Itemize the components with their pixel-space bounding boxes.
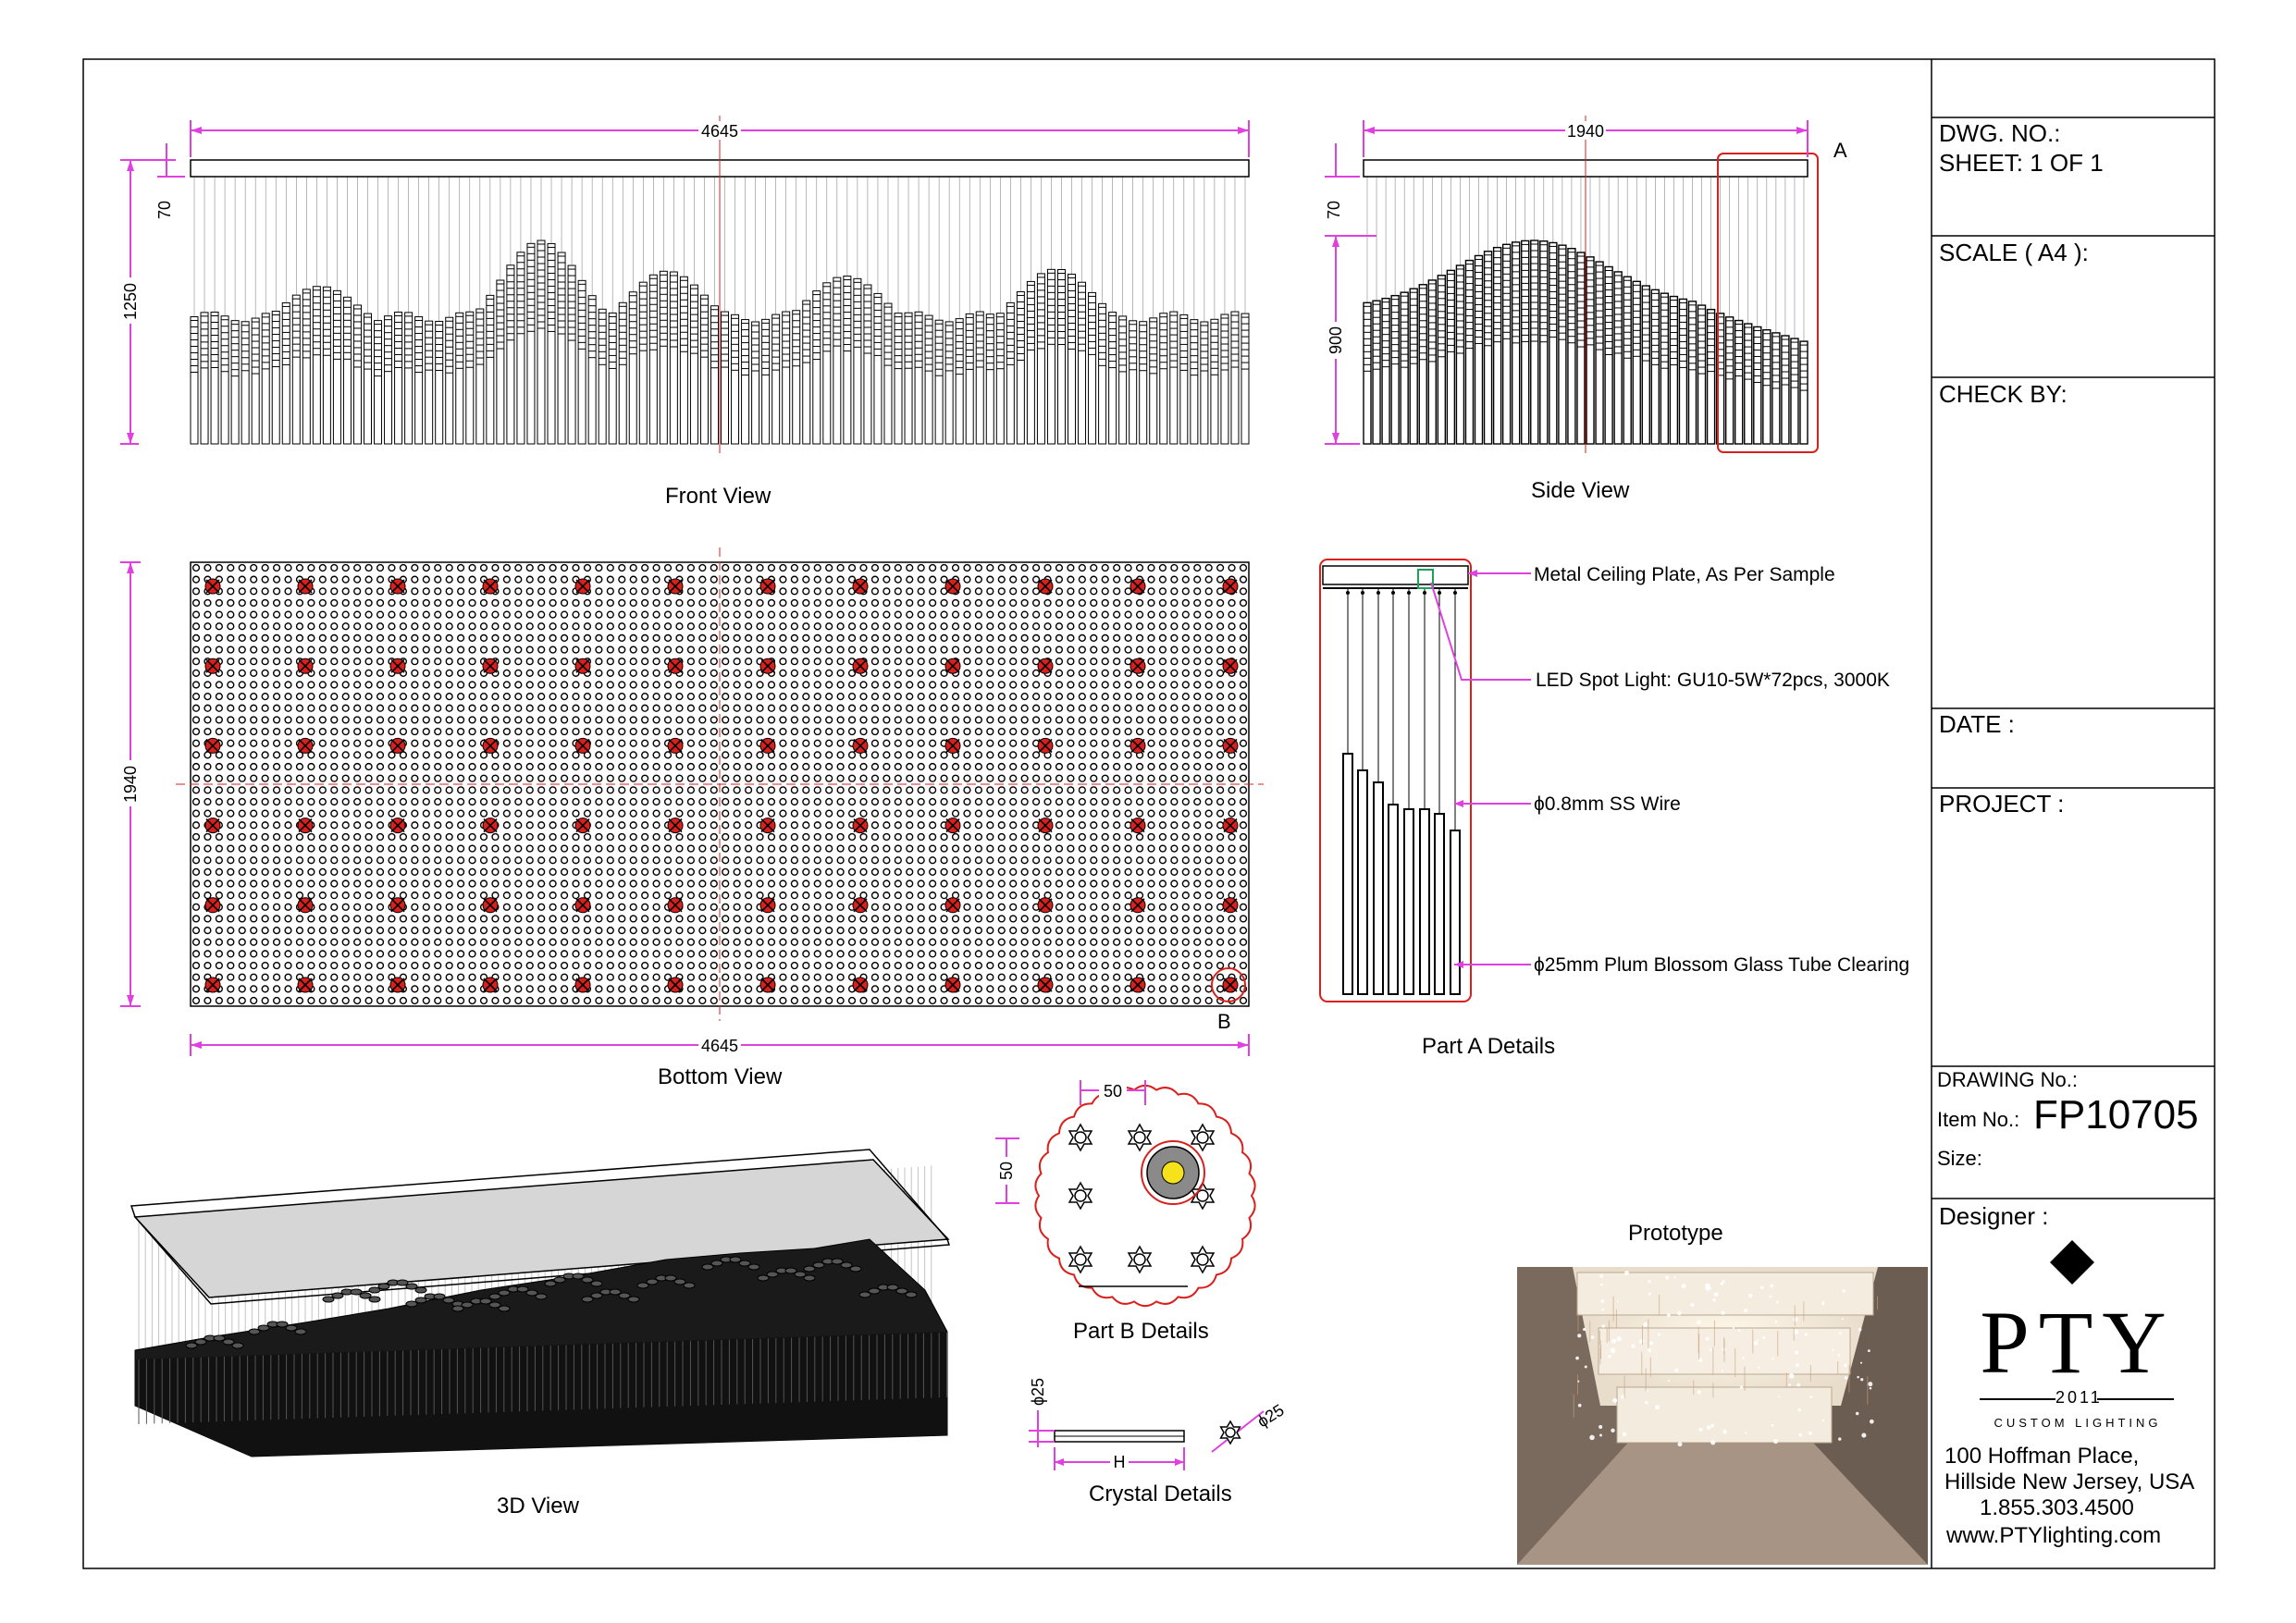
front-view-label: Front View [665, 484, 772, 509]
crystal-details [1029, 1378, 1288, 1471]
pty-logo-text: PTY [1980, 1293, 2176, 1392]
part-a-note-plate: Metal Ceiling Plate, As Per Sample [1534, 564, 1835, 585]
part-a-note-tube: ϕ25mm Plum Blossom Glass Tube Clearing [1534, 954, 1910, 976]
website-link[interactable]: www.PTYlighting.com [1946, 1523, 2162, 1548]
side-view [1325, 116, 1847, 453]
front-view [120, 116, 1249, 453]
size-label: Size: [1937, 1147, 1982, 1170]
side-callout-a: A [1833, 139, 1847, 162]
dwg-no-label: DWG. NO.: [1939, 119, 2061, 147]
bottom-view-label: Bottom View [658, 1064, 783, 1089]
crystal-dim-dia: ϕ25 [1029, 1377, 1047, 1407]
front-plate-dim: 70 [155, 200, 174, 220]
part-a-note-led: LED Spot Light: GU10-5W*72pcs, 3000K [1536, 670, 1890, 691]
part-b-dim-h: 50 [1103, 1082, 1123, 1100]
date-label: DATE : [1939, 710, 2015, 738]
part-a-details [1320, 559, 1909, 1002]
prototype-label: Prototype [1628, 1221, 1723, 1246]
scale-label: SCALE ( A4 ): [1939, 239, 2089, 266]
crystal-dim-len: H [1113, 1453, 1126, 1471]
side-height-dim: 900 [1327, 326, 1345, 355]
drawing-no-label: DRAWING No.: [1937, 1068, 2078, 1091]
part-b-details [995, 1080, 1255, 1306]
pty-logo-year: 2011 [2055, 1388, 2103, 1407]
bottom-width-dim: 4645 [700, 1037, 739, 1055]
side-width-dim: 1940 [1566, 122, 1605, 141]
crystal-dim-tip: ϕ25 [1253, 1400, 1288, 1432]
crystal-tube-end-star [1221, 1421, 1241, 1444]
crystal-details-label: Crystal Details [1089, 1482, 1232, 1506]
pty-logo-diamond [2050, 1240, 2094, 1285]
side-plate-dim: 70 [1325, 200, 1343, 220]
part-a-label: Part A Details [1422, 1034, 1556, 1059]
part-a-leaders [1431, 573, 1531, 965]
side-view-label: Side View [1531, 478, 1630, 503]
part-a-tubes [1343, 588, 1460, 994]
sheet-label: SHEET: 1 OF 1 [1939, 149, 2104, 177]
phone-number: 1.855.303.4500 [1980, 1495, 2134, 1520]
front-height-dim: 1250 [121, 282, 140, 321]
part-a-plate [1323, 566, 1468, 584]
designer-label: Designer : [1939, 1202, 2049, 1230]
check-by-label: CHECK BY: [1939, 380, 2068, 408]
3d-view [131, 1150, 949, 1457]
front-width-dim: 4645 [700, 122, 739, 141]
address-line-2: Hillside New Jersey, USA [1944, 1469, 2195, 1494]
item-no-label: Item No.: [1937, 1108, 2020, 1131]
item-no-value: FP10705 [2033, 1092, 2199, 1137]
part-b-light-spot [1162, 1162, 1184, 1184]
part-a-note-wire: ϕ0.8mm SS Wire [1534, 793, 1681, 815]
bottom-view [120, 547, 1264, 1056]
address-line-1: 100 Hoffman Place, [1944, 1444, 2140, 1469]
part-b-scalloped-outline [1035, 1086, 1254, 1306]
pty-logo-tagline: CUSTOM LIGHTING [1994, 1416, 2162, 1430]
part-b-dim-v: 50 [997, 1161, 1016, 1181]
part-b-label: Part B Details [1073, 1319, 1209, 1344]
prototype-photo [1517, 1267, 1928, 1565]
project-label: PROJECT : [1939, 790, 2065, 818]
bottom-depth-dim: 1940 [121, 765, 140, 804]
3d-view-label: 3D View [497, 1494, 579, 1518]
bottom-callout-b: B [1217, 1010, 1231, 1033]
